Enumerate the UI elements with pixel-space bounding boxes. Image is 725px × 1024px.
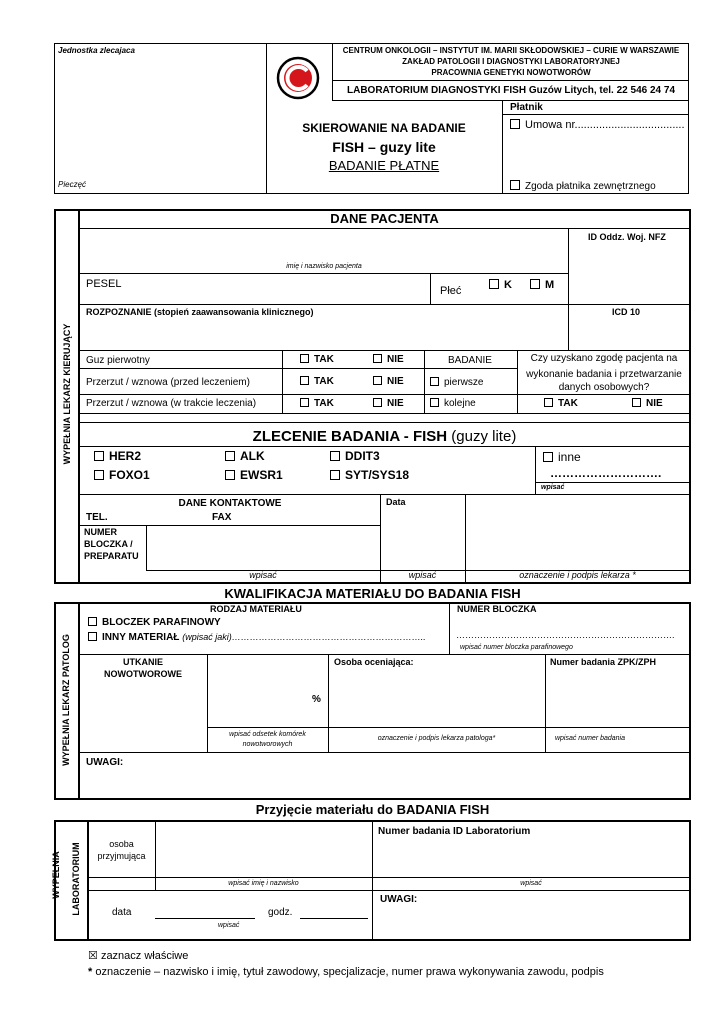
badanie-pierwsze-option[interactable] — [430, 377, 483, 388]
plec-m-label: M — [545, 279, 555, 291]
tel-label: TEL. — [86, 512, 108, 523]
caption-odsetek-2: nowotworowych — [242, 741, 293, 748]
note-text: oznaczenie – nazwisko i imię, tytuł zawodowy, specjalizacje, numer prawa wykonywania zawodu, podpis — [95, 966, 604, 978]
side-label-lekarz-patolog: WYPEŁNIA LEKARZ PATOLOG — [61, 634, 71, 766]
divider — [449, 602, 450, 654]
test-inne[interactable] — [543, 451, 581, 464]
divider — [79, 422, 690, 423]
divider — [424, 350, 425, 413]
reception-godz-label: godz. — [268, 907, 293, 918]
institution-line3: PRACOWNIA GENETYKI NOWOTWORÓW — [431, 68, 591, 77]
reception-uwagi-label: UWAGI: — [380, 894, 418, 905]
divider — [79, 494, 690, 495]
consent-nie[interactable] — [632, 398, 663, 409]
badanie-kolejne-option[interactable] — [430, 398, 476, 409]
side-label-lekarz-kierujacy: WYPEŁNIA LEKARZ KIERUJĄCY — [62, 323, 72, 465]
bloczek-parafinowy-option[interactable] — [88, 617, 221, 628]
divider — [282, 350, 283, 413]
checkbox-label: EWSR1 — [240, 468, 283, 482]
title-line2: FISH – guzy lite — [332, 139, 436, 155]
order-title-bold: ZLECENIE BADANIA - FISH — [252, 428, 448, 445]
checkbox-label: TAK — [314, 354, 334, 365]
alk-checkbox[interactable] — [225, 451, 235, 461]
divider — [79, 654, 690, 655]
badanie-kolejne-checkbox[interactable] — [430, 398, 439, 407]
side-label-laboratorium-2: LABORATORIUM — [71, 842, 81, 916]
divider — [88, 890, 690, 891]
percent-sign: % — [312, 694, 321, 705]
checkbox-label: NIE — [646, 398, 663, 409]
osoba-oceniajaca-label: Osoba oceniająca: — [334, 657, 414, 667]
checkbox-label: BLOCZEK PARAFINOWY — [102, 617, 221, 628]
consent-nie-checkbox[interactable] — [632, 398, 641, 407]
syt-checkbox[interactable] — [330, 470, 340, 480]
checkbox-label: FOXO1 — [109, 468, 150, 482]
caption-odsetek-1: wpisać odsetek komórek — [229, 731, 306, 738]
osoba-przyjmujaca-1: osoba — [109, 839, 134, 849]
zgoda-platnika-field[interactable] — [510, 180, 656, 192]
divider — [517, 394, 690, 395]
row-przerzut-przed-nie[interactable] — [373, 376, 404, 387]
institution-line2: ZAKŁAD PATOLOGII I DIAGNOSTYKI LABORATORYJNEJ — [402, 57, 620, 66]
her2-checkbox[interactable] — [94, 451, 104, 461]
qualification-title: KWALIFIKACJA MATERIAŁU DO BADANIA FISH — [224, 586, 521, 601]
divider — [79, 394, 517, 395]
consent-line2: wykonanie badania i przetwarzanie — [526, 369, 682, 380]
test-ddit3[interactable] — [330, 450, 380, 463]
consent-tak-checkbox[interactable] — [544, 398, 553, 407]
inne-dots[interactable]: ………………………. — [550, 466, 662, 480]
row-guz-pierwotny-tak[interactable] — [300, 354, 334, 365]
numer-bloczka-caption: wpisać numer bloczka parafinowego — [460, 644, 573, 651]
numer-bloczka-label: NUMER BLOCZKA — [457, 604, 537, 614]
plec-k-option[interactable] — [489, 279, 512, 291]
osoba-przyjmujaca-2: przyjmująca — [97, 851, 146, 861]
institution-line1: CENTRUM ONKOLOGII – INSTYTUT IM. MARII SKŁODOWSKIEJ – CURIE W WARSZAWIE — [342, 46, 680, 55]
reception-title: Przyjęcie materiału do BADANIA FISH — [255, 802, 490, 817]
divider — [87, 820, 89, 941]
side-label-laboratorium-1: WYPEŁNIA — [51, 851, 61, 899]
header-logo-divider — [332, 43, 333, 100]
divider — [79, 304, 690, 305]
test-ewsr1[interactable] — [225, 469, 283, 482]
checkbox-label: kolejne — [444, 398, 476, 409]
patient-section-title: DANE PACJENTA — [330, 211, 439, 226]
divider — [88, 877, 690, 878]
title-line1: SKIEROWANIE NA BADANIE — [302, 121, 466, 135]
divider — [79, 368, 517, 369]
consent-line3: danych osobowych? — [558, 382, 650, 393]
divider — [535, 482, 690, 483]
divider — [146, 525, 147, 571]
inny-label: INNY MATERIAŁ — [102, 632, 180, 643]
row-guz-pierwotny-nie[interactable] — [373, 354, 404, 365]
divider — [79, 350, 690, 351]
caption-podpis-patologa: oznaczenie i podpis lekarza patologa* — [377, 735, 496, 742]
divider — [79, 273, 569, 274]
inne-caption: wpisać — [541, 484, 565, 491]
reception-time-line[interactable] — [300, 918, 368, 919]
numer-label-2: BLOCZKA / — [84, 539, 133, 549]
caption-wpisac-left: wpisać — [249, 570, 277, 580]
ddit3-checkbox[interactable] — [330, 451, 340, 461]
zgoda-platnika-label: Zgoda płatnika zewnętrznego — [525, 181, 656, 192]
utkanie-label-1: UTKANIE — [123, 657, 163, 667]
header-divider — [266, 43, 267, 194]
header-platnik-line — [502, 114, 689, 115]
footer-note — [88, 966, 604, 978]
checkbox-label: NIE — [387, 398, 404, 409]
divider — [79, 413, 690, 414]
przerzut-trakcie-nie-checkbox[interactable] — [373, 398, 382, 407]
rodzaj-materialu-label: RODZAJ MATERIAŁU — [210, 604, 302, 614]
inny-material-checkbox[interactable] — [88, 632, 97, 641]
przerzut-trakcie-tak-checkbox[interactable] — [300, 398, 309, 407]
umowa-checkbox[interactable] — [510, 119, 520, 129]
divider — [430, 273, 431, 305]
divider — [79, 446, 690, 447]
row-przerzut-przed-tak[interactable] — [300, 376, 334, 387]
divider — [535, 446, 536, 494]
caption-wpisac-numer: wpisać — [520, 880, 542, 887]
plec-label: Płeć — [440, 285, 462, 297]
plec-m-option[interactable] — [530, 279, 554, 291]
plec-k-label: K — [504, 279, 512, 291]
test-alk[interactable] — [225, 450, 265, 463]
foxo1-checkbox[interactable] — [94, 470, 104, 480]
order-title-normal: (guzy lite) — [451, 428, 517, 445]
utkanie-label-2: NOWOTWOROWE — [104, 669, 182, 679]
kontakt-title: DANE KONTAKTOWE — [178, 498, 282, 509]
checkbox-label: pierwsze — [444, 377, 484, 388]
plec-m-checkbox[interactable] — [530, 279, 540, 289]
divider — [568, 304, 569, 350]
rozpoznanie-label: ROZPOZNANIE (stopień zaawansowania klinicznego) — [86, 307, 314, 317]
note-star: * — [88, 966, 93, 978]
row-guz-pierwotny-label: Guz pierwotny — [86, 355, 150, 366]
consent-tak[interactable] — [544, 398, 578, 409]
test-syt[interactable] — [330, 469, 409, 482]
numer-bloczka-dots[interactable]: ………………………………………………………………. — [456, 630, 675, 640]
divider — [207, 727, 690, 728]
row-przerzut-trakcie-label: Przerzut / wznowa (w trakcie leczenia) — [86, 398, 257, 409]
icd-label: ICD 10 — [612, 307, 641, 317]
header-lab-divider — [332, 100, 689, 101]
divider — [568, 228, 569, 305]
divider — [79, 525, 381, 526]
badanie-label: BADANIE — [448, 355, 492, 366]
caption-wpisac-mid: wpisać — [408, 570, 437, 580]
checkbox-label: ALK — [240, 449, 265, 463]
reception-data-label: data — [112, 907, 132, 918]
divider — [79, 752, 690, 753]
badanie-pierwsze-checkbox[interactable] — [430, 377, 439, 386]
test-foxo1[interactable] — [94, 469, 150, 482]
caption-numer-badania: wpisać numer badania — [554, 735, 626, 742]
caption-data: wpisać — [218, 922, 240, 929]
checkbox-label: SYT/SYS18 — [345, 468, 410, 482]
umowa-label: Umowa nr.................................... — [525, 119, 685, 131]
order-data-label: Data — [386, 497, 406, 507]
platnik-label: Płatnik — [510, 102, 543, 113]
consent-line1: Czy uzyskano zgodę pacjenta na — [530, 353, 678, 364]
inny-material-option[interactable] — [88, 632, 426, 643]
row-przerzut-trakcie-nie[interactable] — [373, 398, 404, 409]
guz-pierwotny-nie-checkbox[interactable] — [373, 354, 382, 363]
caption-imie-nazwisko: wpisać imię i nazwisko — [228, 880, 299, 887]
checkbox-label: TAK — [558, 398, 578, 409]
numer-badania-zpk-label: Numer badania ZPK/ZPH — [550, 657, 657, 667]
checkbox-label: NIE — [387, 354, 404, 365]
checkbox-label: TAK — [314, 376, 334, 387]
przerzut-przed-nie-checkbox[interactable] — [373, 376, 382, 385]
inne-checkbox[interactable] — [543, 452, 553, 462]
jednostka-label: Jednostka zlecajaca — [58, 46, 135, 55]
lab-line: LABORATORIUM DIAGNOSTYKI FISH Guzów Litych, tel. 22 546 24 74 — [346, 85, 676, 96]
przerzut-przed-tak-checkbox[interactable] — [300, 376, 309, 385]
institution-logo — [276, 56, 320, 100]
footer-zaznacz — [88, 950, 188, 962]
qualification-uwagi-label: UWAGI: — [86, 757, 124, 768]
test-her2[interactable] — [94, 450, 141, 463]
numer-label-1: NUMER — [84, 527, 117, 537]
ewsr1-checkbox[interactable] — [225, 470, 235, 480]
checkbox-label: inne — [558, 450, 581, 464]
pesel-label: PESEL — [86, 278, 122, 290]
row-przerzut-przed-label: Przerzut / wznowa (przed leczeniem) — [86, 377, 250, 388]
reception-date-line[interactable] — [155, 918, 255, 919]
header-inst-divider — [332, 80, 689, 81]
inny-hint: (wpisać jaki)……………………………………………………….. — [182, 632, 426, 642]
order-title — [80, 429, 689, 446]
row-przerzut-trakcie-tak[interactable] — [300, 398, 334, 409]
nfz-id-label: ID Oddz. Woj. NFZ — [588, 232, 666, 242]
checkbox-label: HER2 — [109, 449, 142, 463]
numer-label-3: PREPARATU — [84, 551, 139, 561]
divider — [79, 228, 690, 229]
bloczek-checkbox[interactable] — [88, 617, 97, 626]
checkbox-label: DDIT3 — [345, 449, 380, 463]
fax-label: FAX — [212, 512, 232, 523]
numer-id-lab-label: Numer badania ID Laboratorium — [378, 826, 531, 837]
patient-name-caption: imię i nazwisko pacjenta — [286, 263, 362, 270]
plec-k-checkbox[interactable] — [489, 279, 499, 289]
title-line3: BADANIE PŁATNE — [328, 158, 440, 173]
umowa-field[interactable] — [510, 119, 685, 131]
checked-box-icon: ☒ — [88, 950, 98, 962]
guz-pierwotny-tak-checkbox[interactable] — [300, 354, 309, 363]
checkbox-label: NIE — [387, 376, 404, 387]
divider — [78, 602, 80, 800]
zaznacz-text: zaznacz właściwe — [100, 950, 189, 962]
pieczec-label: Pieczęć — [58, 180, 87, 189]
zgoda-platnika-checkbox[interactable] — [510, 180, 520, 190]
caption-podpis-lekarza: oznaczenie i podpis lekarza * — [519, 570, 636, 580]
checkbox-label: TAK — [314, 398, 334, 409]
